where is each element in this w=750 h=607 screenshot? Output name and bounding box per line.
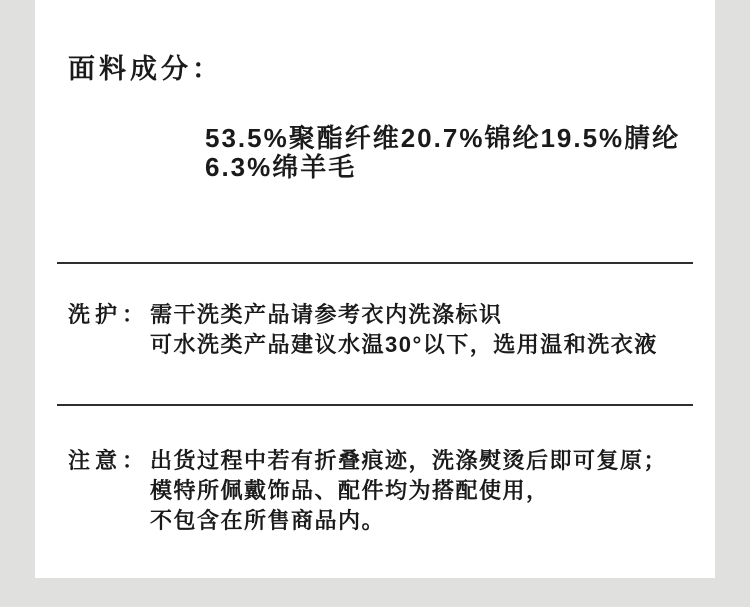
care-line: 需干洗类产品请参考衣内洗涤标识 bbox=[150, 302, 503, 327]
notice-line: 模特所佩戴饰品、配件均为搭配使用， bbox=[150, 478, 550, 503]
fabric-composition-text bbox=[205, 124, 680, 182]
care-line: 可水洗类产品建议水温30°以下，选用温和洗衣液 bbox=[150, 332, 658, 357]
care-text bbox=[150, 300, 658, 360]
content-card bbox=[35, 0, 715, 578]
section-divider bbox=[57, 262, 693, 264]
notice-text bbox=[150, 446, 667, 536]
notice-line: 不包含在所售商品内。 bbox=[150, 508, 386, 533]
notice-label: 注意： bbox=[68, 448, 150, 473]
fabric-composition-line: 6.3%绵羊毛 bbox=[205, 152, 357, 182]
notice-line: 出货过程中若有折叠痕迹，洗涤熨烫后即可复原； bbox=[150, 448, 668, 473]
notice-section bbox=[68, 446, 667, 536]
care-section bbox=[68, 300, 658, 360]
section-divider bbox=[57, 404, 693, 406]
fabric-composition-line: 53.5%聚酯纤维20.7%锦纶19.5%腈纶 bbox=[205, 123, 681, 153]
care-label: 洗护： bbox=[68, 302, 150, 327]
fabric-composition-title: 面料成分： bbox=[68, 54, 223, 84]
